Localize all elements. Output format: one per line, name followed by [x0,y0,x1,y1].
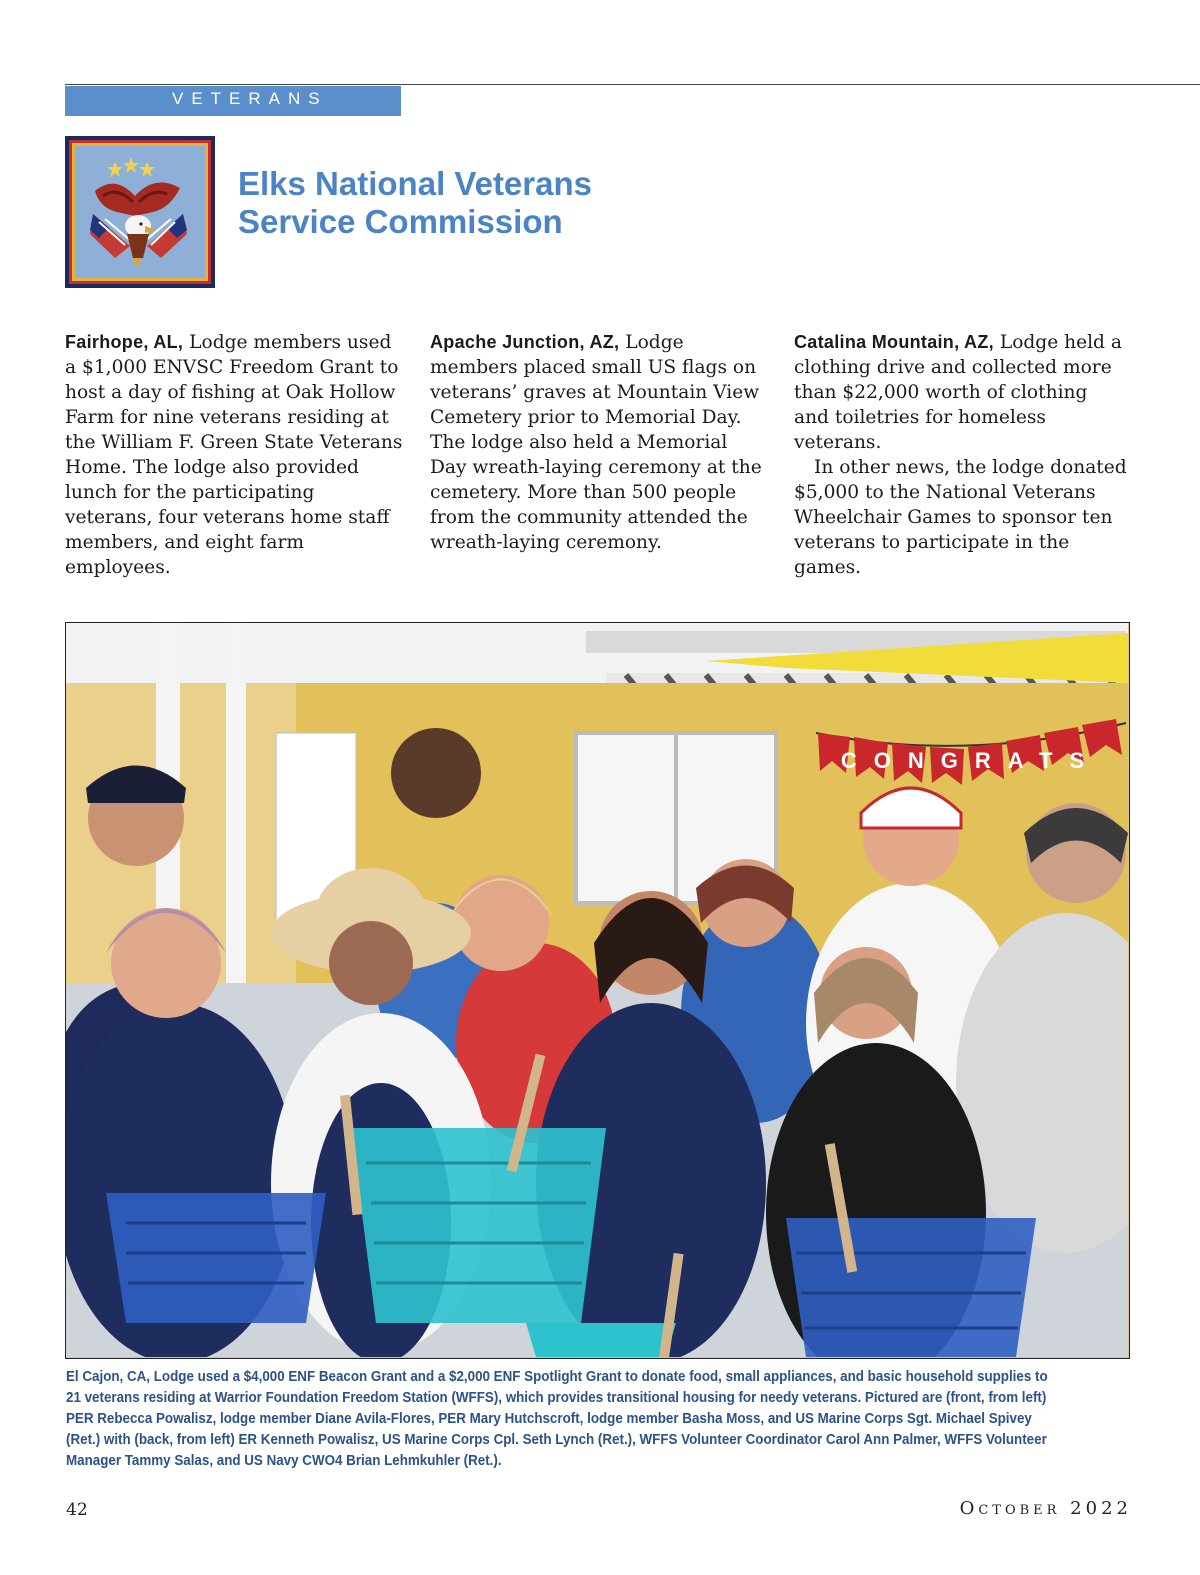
story-apache-junction [430,330,768,555]
story-lead: Apache Junction, AZ, [430,332,620,352]
story-paragraph [794,455,1128,580]
emblem-field [72,143,208,281]
story-paragraph [430,330,768,555]
issue-date: October 2022 [959,1498,1132,1519]
caption-lead: El Cajon, CA, [66,1369,151,1385]
page-number: 42 [66,1500,88,1520]
story-lead: Catalina Mountain, AZ, [794,332,994,352]
story-paragraph [65,330,405,580]
story-lead: Fairhope, AL, [65,332,184,352]
story-fairhope [65,330,405,580]
story-catalina-mountain [794,330,1128,580]
section-label: VETERANS [172,89,328,108]
header-rule [65,84,1200,85]
story-text: Lodge held a clothing drive and collected more than $22,000 worth of clothing and toiletries for homeless veterans. [794,332,1122,453]
group-photo-illustration [66,623,1128,1357]
elks-veterans-emblem [65,136,215,288]
title-line-1: Elks National Veterans [238,165,592,202]
group-photo [65,622,1130,1359]
photo-caption [66,1367,1061,1472]
caption-text: Lodge used a $4,000 ENF Beacon Grant and a $2,000 ENF Spotlight Grant to donate food, small appliances, and basic household supplies to 21 veterans residing at Warrior Foundation Freedom Station (WFFS), which provides transitional housing for needy veterans. Pictured are (front, from left) PER Rebecca Powalisz, lodge member Diane Avila-Flores, PER Mary Hutchscroft, lodge member Basha Moss, and US Marine Corps Sgt. Michael Spivey (Ret.) with (back, from left) ER Kenneth Powalisz, US Marine Corps Cpl. Seth Lynch (Ret.), WFFS Volunteer Coordinator Carol Ann Palmer, WFFS Volunteer Manager Tammy Salas, and US Navy CWO4 Brian Lehmkuhler (Ret.). [66,1369,1048,1469]
story-text: Lodge members placed small US flags on veterans’ graves at Mountain View Cemetery prior to Memorial Day. The lodge also held a Memorial Day wreath-laying ceremony at the cemetery. More than 500 people from the community attended the wreath-laying ceremony. [430,332,762,553]
eagle-emblem-icon [75,146,205,278]
banner-text: CONGRATS [840,748,1102,773]
title-line-2: Service Commission [238,203,563,240]
article-title [238,165,592,241]
story-text: In other news, the lodge donated $5,000 to the National Veterans Wheelchair Games to sponsor ten veterans to participate in the games. [794,457,1127,578]
story-paragraph [794,330,1128,455]
story-text: Lodge members used a $1,000 ENVSC Freedom Grant to host a day of fishing at Oak Hollow Farm for nine veterans residing at the William F. Green State Veterans Home. The lodge also provided lunch for the participating veterans, four veterans home staff members, and eight farm employees. [65,332,403,578]
